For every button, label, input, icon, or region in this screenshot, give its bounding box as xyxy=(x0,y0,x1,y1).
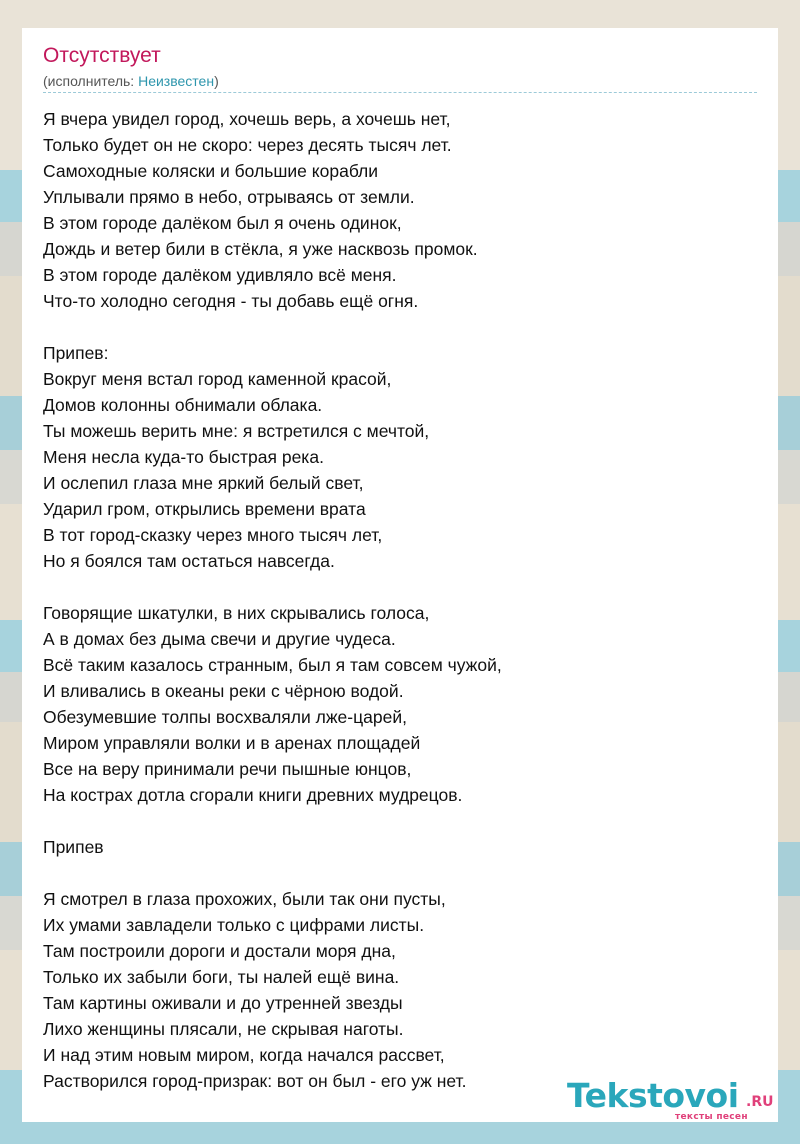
lyric-line: Обезумевшие толпы восхваляли лже-царей, xyxy=(43,707,407,727)
logo-tagline: тексты песен xyxy=(675,1112,748,1122)
lyric-line: Всё таким казалось странным, был я там совсем чужой, xyxy=(43,655,502,675)
title-divider xyxy=(43,92,757,93)
artist-prefix: (исполнитель: xyxy=(43,73,139,89)
lyric-line: Только будет он не скоро: через десять тысяч лет. xyxy=(43,135,452,155)
lyric-line: Вокруг меня встал город каменной красой, xyxy=(43,369,392,389)
lyric-line: Самоходные коляски и большие корабли xyxy=(43,161,379,181)
lyric-line: Я вчера увидел город, хочешь верь, а хочешь нет, xyxy=(43,109,451,129)
lyric-line: Припев xyxy=(43,837,104,857)
stanza-gap xyxy=(43,574,743,600)
lyric-line: Домов колонны обнимали облака. xyxy=(43,395,323,415)
lyric-line: В этом городе далёком был я очень одинок, xyxy=(43,213,402,233)
lyric-line: Там построили дороги и достали моря дна, xyxy=(43,941,396,961)
tekstovoi-logo[interactable] xyxy=(567,1078,777,1122)
lyric-line: На кострах дотла сгорали книги древних мудрецов. xyxy=(43,785,463,805)
lyric-line: Говорящие шкатулки, в них скрывались голоса, xyxy=(43,603,430,623)
lyric-line: Там картины оживали и до утренней звезды xyxy=(43,993,403,1013)
lyric-line: Что-то холодно сегодня - ты добавь ещё огня. xyxy=(43,291,419,311)
artist-line xyxy=(43,73,219,89)
lyric-line: А в домах без дыма свечи и другие чудеса. xyxy=(43,629,396,649)
lyric-line: Все на веру принимали речи пышные юнцов, xyxy=(43,759,412,779)
logo-domain: .RU xyxy=(746,1094,774,1110)
lyrics-body xyxy=(43,106,743,1094)
lyric-line: Миром управляли волки и в аренах площадей xyxy=(43,733,421,753)
lyrics-card xyxy=(22,28,778,1122)
lyric-line: Их умами завладели только с цифрами листы. xyxy=(43,915,425,935)
stanza-gap xyxy=(43,860,743,886)
lyric-line: Только их забыли боги, ты налей ещё вина. xyxy=(43,967,400,987)
lyric-line: И над этим новым миром, когда начался рассвет, xyxy=(43,1045,445,1065)
lyric-line: Меня несла куда-то быстрая река. xyxy=(43,447,324,467)
lyric-line: Ты можешь верить мне: я встретился с мечтой, xyxy=(43,421,430,441)
artist-link[interactable]: Неизвестен xyxy=(138,73,215,89)
lyric-line: Лихо женщины плясали, не скрывая наготы. xyxy=(43,1019,404,1039)
lyric-line: Растворился город-призрак: вот он был - его уж нет. xyxy=(43,1071,467,1091)
song-title: Отсутствует xyxy=(43,44,161,67)
logo-name: Tekstovoi xyxy=(567,1076,739,1115)
lyric-line: Припев: xyxy=(43,343,109,363)
lyric-line: И ослепил глаза мне яркий белый свет, xyxy=(43,473,364,493)
lyric-line: Я смотрел в глаза прохожих, были так они пусты, xyxy=(43,889,446,909)
lyric-line: В тот город-сказку через много тысяч лет, xyxy=(43,525,383,545)
stanza-gap xyxy=(43,314,743,340)
lyric-line: Дождь и ветер били в стёкла, я уже насквозь промок. xyxy=(43,239,478,259)
lyric-line: Уплывали прямо в небо, отрываясь от земли. xyxy=(43,187,415,207)
lyric-line: Но я боялся там остаться навсегда. xyxy=(43,551,335,571)
lyric-line: В этом городе далёком удивляло всё меня. xyxy=(43,265,397,285)
artist-suffix: ) xyxy=(214,73,219,89)
lyric-line: И вливались в океаны реки с чёрною водой. xyxy=(43,681,404,701)
lyric-line: Ударил гром, открылись времени врата xyxy=(43,499,366,519)
stanza-gap xyxy=(43,808,743,834)
